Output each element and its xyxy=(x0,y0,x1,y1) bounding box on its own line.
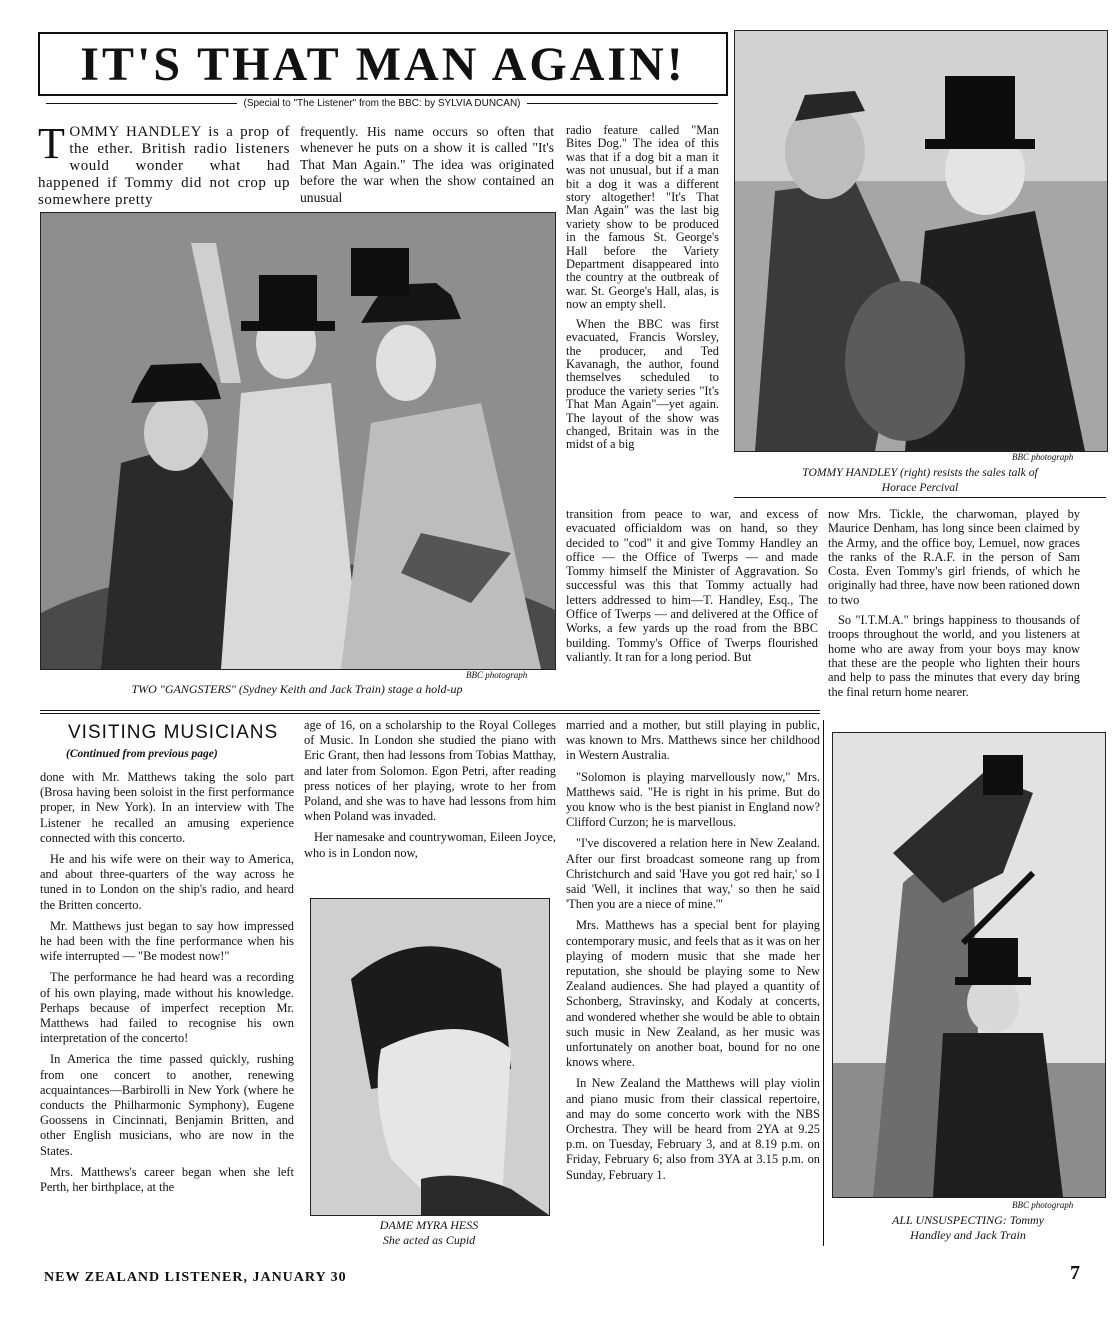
hess-caption-line1: DAME MYRA HESS xyxy=(379,1218,479,1232)
handley-credit: BBC photograph xyxy=(1012,452,1074,462)
handley-caption xyxy=(730,465,1110,495)
photo-gangsters xyxy=(40,212,556,670)
gangsters-figures xyxy=(41,213,555,669)
byline-rule-right xyxy=(527,103,718,104)
musicians-c3-p4: Mrs. Matthews has a special bent for playing contemporary music, and feels that as it was on her playing of modern music that she made her reputation, she should be playing some to New Zealand audiences. She had played a quantity of Schonberg, Stravinsky, and Kodaly at concerts, and wondered whether she would be able to obtain such music in New Zealand, as her music was unfortunately on another boat, bound for no one knows where. xyxy=(566,918,820,1070)
musicians-col1 xyxy=(40,770,294,1201)
section-divider xyxy=(40,710,820,711)
musicians-continued: (Continued from previous page) xyxy=(66,748,218,760)
article-col3 xyxy=(566,124,719,458)
musicians-c3-p1: married and a mother, but still playing in public, was known to Mrs. Matthews since her childhood in Western Australia. xyxy=(566,718,820,763)
gangsters-credit: BBC photograph xyxy=(466,670,528,680)
unsuspecting-caption-line1: ALL UNSUSPECTING: Tommy xyxy=(891,1213,1045,1227)
handley-caption-rule xyxy=(734,497,1106,498)
unsuspecting-credit: BBC photograph xyxy=(1012,1200,1074,1210)
page-number: 7 xyxy=(1070,1262,1080,1284)
musicians-c1-p1: done with Mr. Matthews taking the solo part (Brosa having been soloist in the first performance proper, in New York). In an interview with The Listener he recalled an amusing experience connected with this concerto. xyxy=(40,770,294,845)
musicians-c1-p4: The performance he had heard was a recording of his own playing, made without his knowledge. Perhaps because of imperfect reception Mr. Matthews had failed to recognise his own interpretation of the concerto! xyxy=(40,970,294,1046)
musicians-c3-p2: "Solomon is playing marvellously now," Mrs. Matthews said. "He is right in his prime. But do you know who is the best pianist in England now? Clifford Curzon; he is marvellous. xyxy=(566,769,820,830)
hess-caption xyxy=(310,1218,548,1248)
unsuspecting-caption xyxy=(832,1213,1104,1243)
musicians-c3-p5: In New Zealand the Matthews will play violin and piano music from their classical repertoire, and may do some concerto work with the NBS Orchestra. They will be heard from 2YA at 9.25 p.m. on Tuesday, February 3, and at 8.19 p.m. on Friday, February 6; also from 3YA at 3.15 p.m. on Sunday, February 1. xyxy=(566,1076,820,1182)
unsuspecting-figures xyxy=(833,733,1105,1197)
drop-cap: T xyxy=(38,119,66,168)
article-col34-continuation xyxy=(566,507,818,670)
byline-row xyxy=(40,96,724,110)
musicians-c1-p5: In America the time passed quickly, rushing from one concert to another, renewing acquaintances—Barbirolli in New York (where he conducts the Philharmonic Symphony), Eugene Goossens in Cincinnati, Benjamin Britten, and other English musicians, who are now in the States. xyxy=(40,1052,294,1158)
musicians-c2-p2: Her namesake and countrywoman, Eileen Joyce, who is in London now, xyxy=(304,830,556,860)
lead-text: OMMY HANDLEY is a prop of the ether. British radio listeners would wonder what had happened if Tommy did not crop up somewhere pretty xyxy=(38,124,290,208)
handley-figures xyxy=(735,31,1107,451)
gangsters-caption: TWO "GANGSTERS" (Sydney Keith and Jack Train) stage a hold-up xyxy=(131,682,463,696)
musicians-col3 xyxy=(566,718,820,1189)
musicians-column-rule xyxy=(823,720,824,1246)
unsuspecting-caption-line2: Handley and Jack Train xyxy=(910,1228,1026,1242)
handley-caption-line1: TOMMY HANDLEY (right) resists the sales talk of xyxy=(802,466,1038,479)
article-col34-text: transition from peace to war, and excess of evacuated officialdom was on hand, so they decided to "cod" it and give Tommy Handley an office — the Office of Twerps — and made Tommy himself the Minister of Aggravation. So successful was this that Tommy actually had letters addressed to him—T. Handley, Esq., The Office of Twerps — and delivered at the Office of Works, a few yards up the road from the BBC building. Tommy's Office of Twerps flourished valiantly. It ran for a long period. But xyxy=(566,507,818,664)
musicians-c1-p2: He and his wife were on their way to America, and about three-quarters of the way across he tuned in to London on the ship's radio, and heard the Britten concerto. xyxy=(40,852,294,912)
headline-box xyxy=(38,32,728,96)
photo-handley-percival xyxy=(734,30,1108,452)
musicians-c1-p3: Mr. Matthews just began to say how impressed he had been with the fine performance when his wife interrupted — "Be modest now!" xyxy=(40,918,294,964)
handley-caption-line2: Horace Percival xyxy=(881,481,959,494)
musicians-c1-p6: Mrs. Matthews's career began when she left Perth, her birthplace, at the xyxy=(40,1164,294,1195)
lead-column xyxy=(38,119,290,215)
musicians-heading: VISITING MUSICIANS xyxy=(68,722,279,743)
photo-myra-hess xyxy=(310,898,550,1216)
article-col3-p2: When the BBC was first evacuated, Francis Worsley, the producer, and Ted Kavanagh, the author, found themselves scheduled to produce the variety series "It's That Man Again"—yet again. The layout of the show was changed, Britain was in the midst of a big xyxy=(566,316,719,452)
article-col5-p2: So "I.T.M.A." brings happiness to thousands of troops throughout the world, and you listeners at home who are away from your boys may know that these are the people who lighten their hours and help to pass the minutes that every day bring the final return home nearer. xyxy=(828,613,1080,699)
section-divider-2 xyxy=(40,713,820,714)
headline: IT'S THAT MAN AGAIN! xyxy=(80,37,686,91)
byline: (Special to "The Listener" from the BBC: by SYLVIA DUNCAN) xyxy=(243,97,521,109)
article-col3-p1: radio feature called "Man Bites Dog." The idea of this was that if a dog bit a man it was not unusual, but if a man bit a dog it was a different story altogether! "It's That Man Again" was the last big variety show to be produced in the famous St. George's Hall before the Variety Department disappeared into the country at the outbreak of war. St. George's Hall, alas, is now an empty shell. xyxy=(566,123,719,312)
musicians-c2-p1: age of 16, on a scholarship to the Royal Colleges of Music. In London she studied the piano with Eric Grant, then had lessons from Tobias Matthay, and later from Solomon. Egon Petri, after reading press notices of her playing, wrote to her from Poland, and she was to have had lessons from him when Poland was invaded. xyxy=(304,718,556,824)
byline-rule-left xyxy=(46,103,237,104)
musicians-col2 xyxy=(304,718,556,867)
hess-portrait xyxy=(311,899,549,1215)
masthead-footer: NEW ZEALAND LISTENER, JANUARY 30 xyxy=(44,1270,347,1285)
article-text-col2: frequently. His name occurs so often that whenever he puts on a show it is called "It's That Man Again." The idea was originated before the war when the show contained an unusual xyxy=(300,124,554,205)
article-col5 xyxy=(828,507,1080,705)
hess-caption-line2: She acted as Cupid xyxy=(382,1233,476,1247)
photo-all-unsuspecting xyxy=(832,732,1106,1198)
article-col5-p1: now Mrs. Tickle, the charwoman, played by Maurice Denham, has long since been claimed by the Army, and the office boy, Lemuel, now graces the ranks of the R.A.F. in the person of Sam Costa. Even Tommy's girl friends, of which he originally had three, have now been rationed down to two xyxy=(828,507,1080,607)
article-col2-top xyxy=(300,124,554,212)
musicians-c3-p3: "I've discovered a relation here in New Zealand. After our first broadcast someone rang up from Christchurch and said 'Have you got red hair,' so I said 'Well, it inclines that way,' so then he said 'Then you are a niece of mine.'" xyxy=(566,836,820,912)
